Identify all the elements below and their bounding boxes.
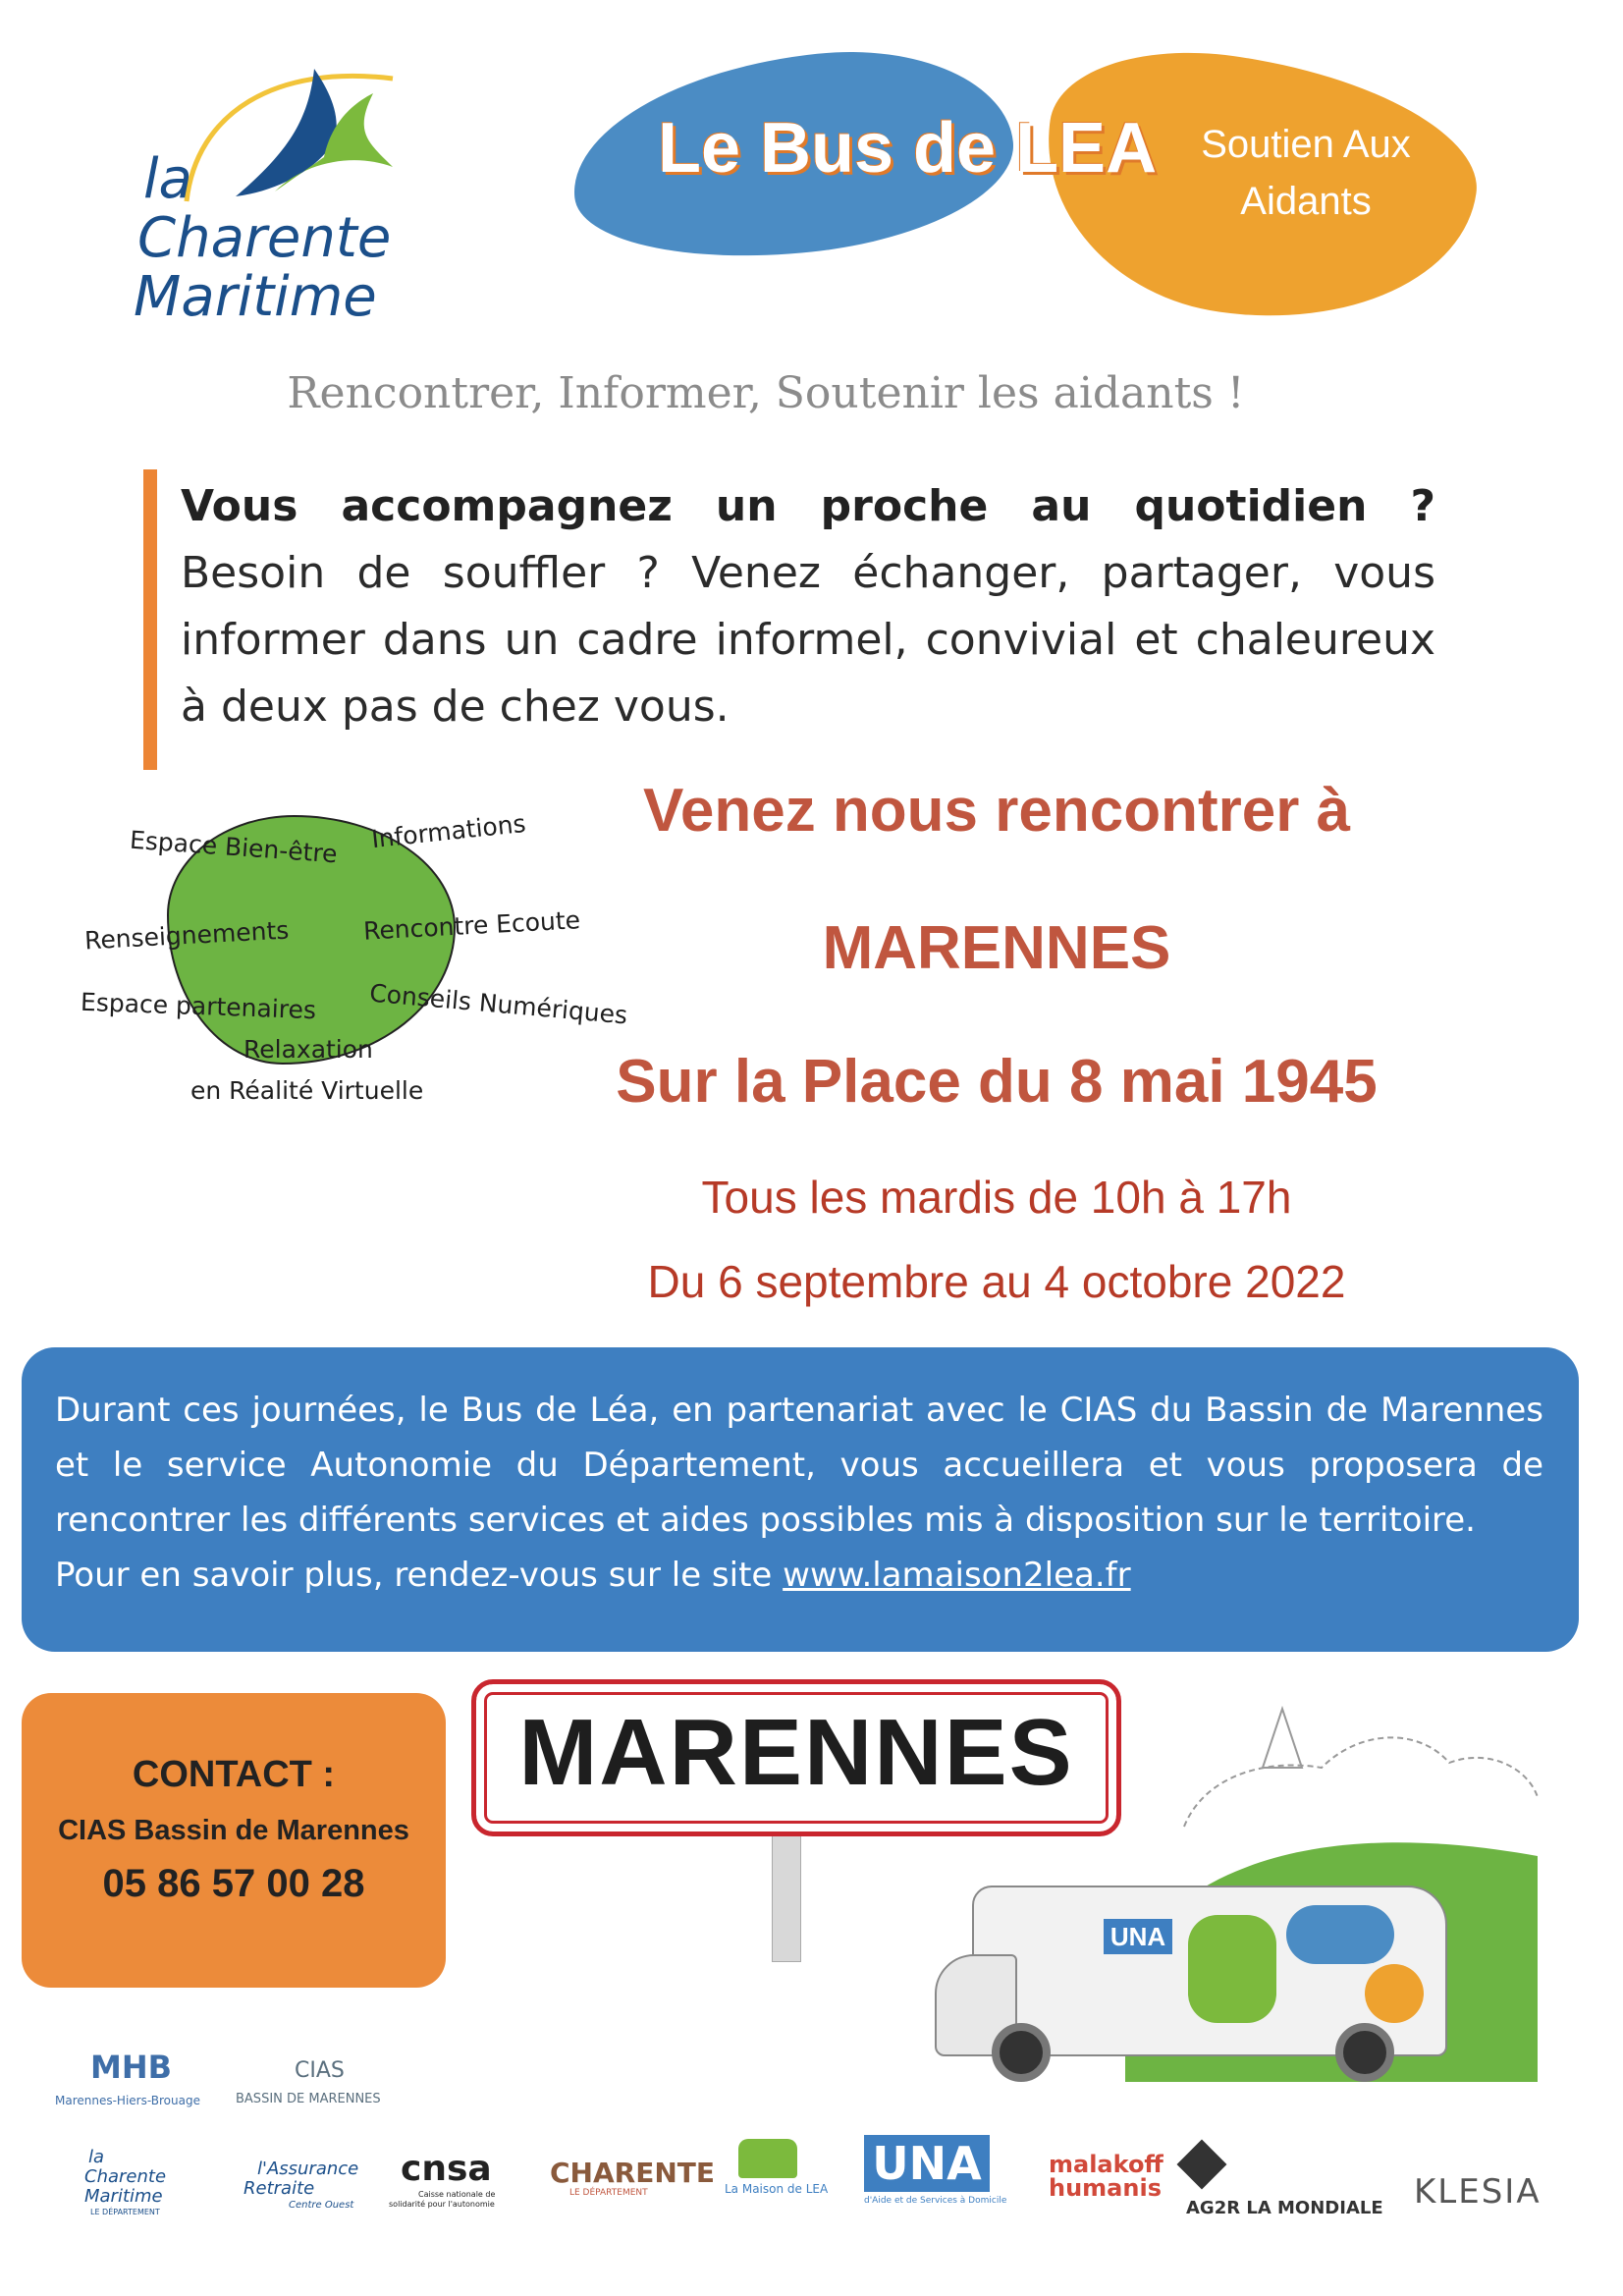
cias-logo: CIAS: [295, 2058, 345, 2083]
mhb-subtitle: Marennes-Hiers-Brouage: [55, 2094, 200, 2107]
sign-pole: [772, 1832, 801, 1962]
logo-word-charente: Charente: [137, 206, 392, 270]
partner-assurance-line2: Retraite: [243, 2178, 315, 2199]
info-paragraph: Durant ces journées, le Bus de Léa, en partenariat avec le CIAS du Bassin de Marennes et le service Autonomie du Département, vous accueillera et vous proposera de rencontrer les différents services et aides possibles mis à disposition sur le territoire.: [55, 1391, 1543, 1540]
bus-title: Le Bus de LEA: [658, 109, 1158, 188]
partner-klesia: KLESIA: [1414, 2172, 1542, 2212]
partner-una: UNA: [864, 2135, 990, 2192]
cias-subtitle: BASSIN DE MARENNES: [236, 2092, 381, 2106]
partner-ag2r: AG2R LA MONDIALE: [1186, 2198, 1383, 2218]
partner-malakoff-1: malakoff: [1049, 2151, 1163, 2178]
venue-city: MARENNES: [822, 914, 1171, 982]
soutien-text: [1159, 116, 1453, 230]
partner-cm-la: la: [88, 2147, 105, 2167]
city-sign-text: MARENNES: [518, 1700, 1074, 1805]
partner-charente: CHARENTE: [550, 2157, 715, 2189]
intro-body: Besoin de souffler ? Venez échanger, partager, vous informer dans un cadre informel, convivial et chaleureux à deux pas de chez vous.: [181, 548, 1435, 732]
contact-phone[interactable]: 05 86 57 00 28: [102, 1862, 365, 1905]
venue-place: Sur la Place du 8 mai 1945: [616, 1048, 1378, 1116]
partner-cnsa-sub1: Caisse nationale de: [418, 2190, 496, 2199]
partner-una-sub: d'Aide et de Services à Domicile: [864, 2196, 1007, 2206]
partner-assurance-sub: Centre Ouest: [289, 2200, 354, 2211]
maison-lea-house-icon: [738, 2139, 797, 2178]
partner-charente-sub: LE DÉPARTEMENT: [569, 2188, 648, 2198]
partner-cm-sub: LE DÉPARTEMENT: [90, 2208, 160, 2216]
soutien-line-2: Aidants: [1240, 180, 1372, 223]
contact-title: CONTACT :: [132, 1754, 336, 1795]
intro-question: Vous accompagnez un proche au quotidien ?: [181, 481, 1435, 531]
logo-word-maritime: Maritime: [134, 265, 377, 329]
venue-dates: Du 6 septembre au 4 octobre 2022: [647, 1256, 1346, 1307]
van-panel-green: [1188, 1915, 1276, 2023]
tagline: Rencontrer, Informer, Soutenir les aidants !: [287, 368, 1245, 418]
logo-word-la: la: [143, 147, 192, 211]
soutien-line-1: Soutien Aux: [1201, 123, 1411, 166]
mhb-logo: MHB: [90, 2049, 173, 2086]
bubble-rencontre-ecoute: Rencontre Ecoute: [362, 905, 581, 946]
bubble-conseils-numeriques: Conseils Numériques: [368, 978, 629, 1030]
bubble-espace-bien-etre: Espace Bien-être: [129, 825, 339, 869]
van-panel-orange: [1365, 1964, 1424, 2023]
partner-assurance-line1: l'Assurance: [257, 2159, 359, 2179]
partner-malakoff-2: humanis: [1049, 2174, 1162, 2202]
website-link[interactable]: www.lamaison2lea.fr: [783, 1556, 1131, 1595]
bubble-informations: Informations: [369, 808, 527, 854]
partner-cm-maritime: Maritime: [84, 2186, 163, 2207]
bubble-realite-virtuelle: en Réalité Virtuelle: [190, 1076, 424, 1105]
info-text: [55, 1383, 1543, 1603]
partner-cnsa: cnsa: [401, 2149, 492, 2189]
van-wheel-rear: [1335, 2023, 1394, 2082]
intro-accent-bar: [143, 469, 157, 770]
partner-cnsa-sub2: solidarité pour l'autonomie: [389, 2200, 495, 2209]
ag2r-diamond-icon: [1177, 2140, 1227, 2190]
charente-maritime-logo: [128, 54, 412, 339]
van-una-badge: UNA: [1104, 1919, 1172, 1954]
partner-cm-charente: Charente: [84, 2166, 167, 2187]
venue-line-1: Venez nous rencontrer à: [642, 777, 1351, 845]
bubble-espace-partenaires: Espace partenaires: [80, 987, 317, 1025]
intro-paragraph: [181, 473, 1435, 740]
partner-maison-lea: La Maison de LEA: [725, 2182, 829, 2196]
van-wheel-front: [992, 2023, 1051, 2082]
van-panel-blue: [1286, 1905, 1394, 1964]
info-more-prefix: Pour en savoir plus, rendez-vous sur le site: [55, 1556, 784, 1595]
bubble-renseignements: Renseignements: [83, 915, 290, 956]
venue-schedule: Tous les mardis de 10h à 17h: [701, 1172, 1292, 1223]
contact-org: CIAS Bassin de Marennes: [58, 1815, 409, 1846]
bubble-relaxation: Relaxation: [243, 1035, 373, 1064]
